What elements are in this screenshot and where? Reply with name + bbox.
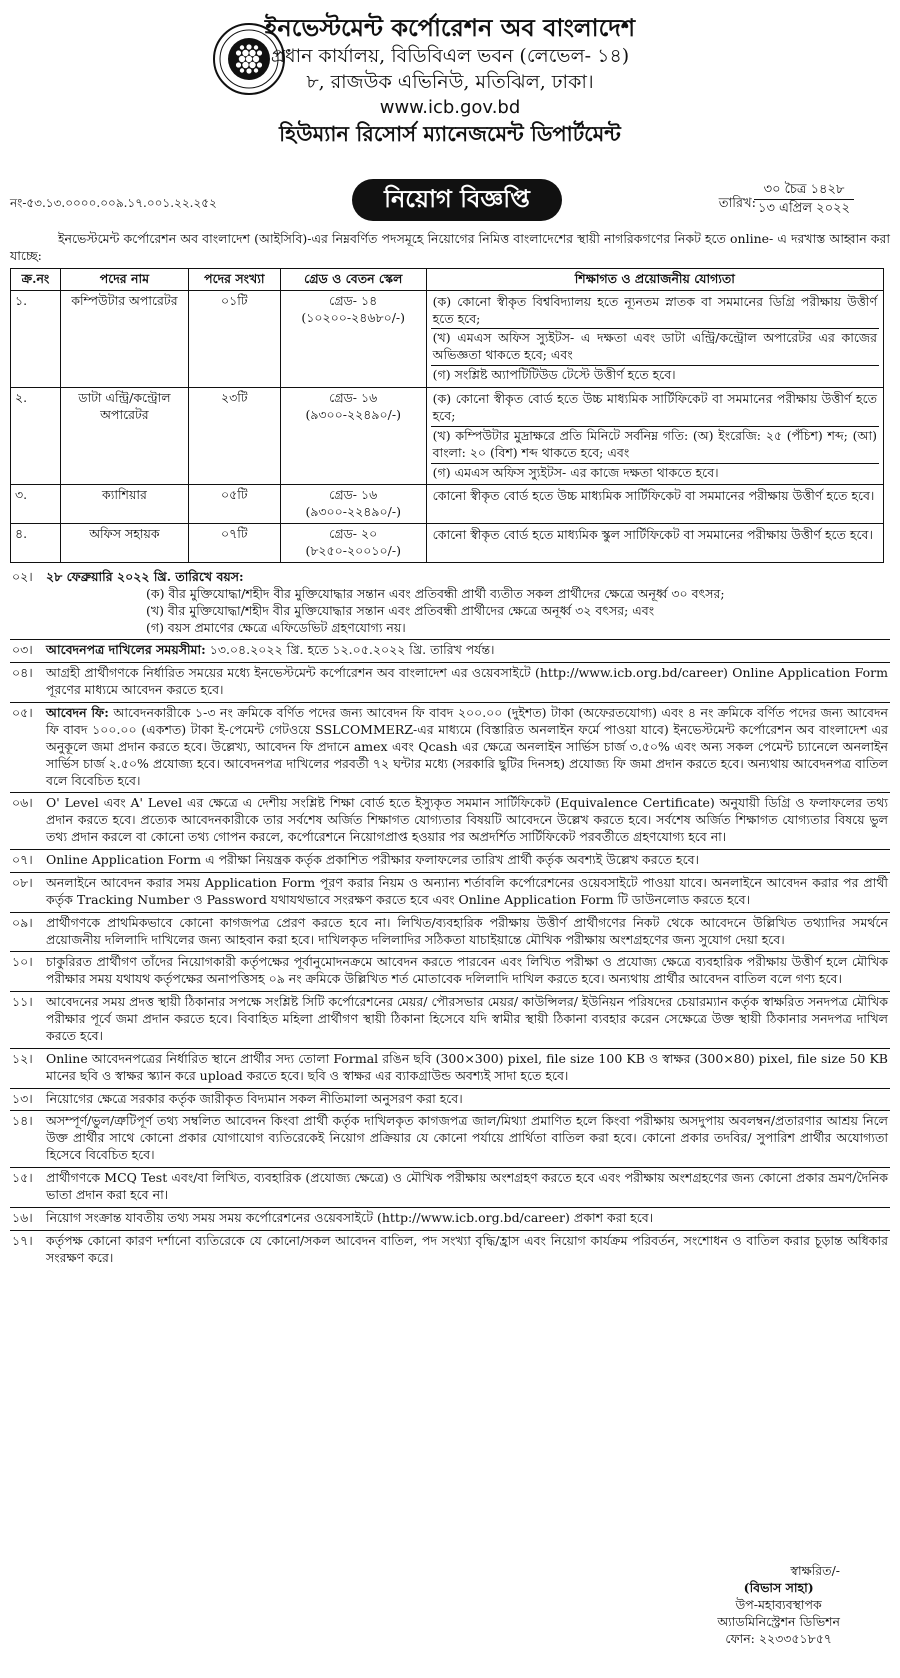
condition-item-04 <box>10 663 890 703</box>
condition-item-16 <box>10 1208 890 1231</box>
cell-count: ২৩টি <box>188 388 280 485</box>
qualification-item: কোনো স্বীকৃত বোর্ড হতে উচ্চ মাধ্যমিক সার্টিফিকেট বা সমমানের পরীক্ষায় উত্তীর্ণ হতে হবে। <box>432 488 875 504</box>
condition-number: ০৭। <box>12 852 33 867</box>
col-header-count: পদের সংখ্যা <box>188 268 280 290</box>
condition-number: ১০। <box>12 954 33 970</box>
col-header-grade: গ্রেড ও বেতন স্কেল <box>280 268 426 290</box>
condition-item-10 <box>10 952 890 992</box>
condition-body: চাকুরিরত প্রার্থীগণ তাঁদের নিয়োগকারী কর্তৃপক্ষের পূর্বানুমোদনক্রমে আবেদন করতে পারবেন এবং লিখিত পরীক্ষা ও প্রযোজ্য ক্ষেত্রে ব্যবহারিক পরীক্ষায় উত্তীর্ণ হলে মৌখিক পরীক্ষার সময় যথাযথ কর্তৃপক্ষের অনাপত্তিসহ ০৯ নং ক্রমিকে উল্লিখিত শর্ত মোতাবেক দলিলাদি দাখিল করতে হবে। অন্যথায় প্রার্থীর আবেদন বাতিল বলে গণ্য হবে। <box>46 954 888 987</box>
qualification-item: (গ) এমএস অফিস স্যুইটস- এর কাজে দক্ষতা থাকতে হবে। <box>432 464 719 480</box>
notice-date <box>754 181 854 217</box>
cell-serial: ৩. <box>11 485 61 524</box>
age-heading: ২৮ ফেব্রুয়ারি ২০২২ খ্রি. তারিখে বয়স: <box>46 568 244 584</box>
condition-number: ১২। <box>12 1050 33 1066</box>
condition-body: অনলাইনে আবেদন করার সময় Application Form পূরণ করার নিয়ম ও অন্যান্য শর্তাবলি কর্পোরেশনের ওয়েবসাইটে পাওয়া যাবে। অনলাইনে আবেদন করার পর প্রার্থী কর্তৃক Tracking Number ও Password যথাযথভাবে সংরক্ষণ করতে হবে এবং Online Application Form টি ডাউনলোড করতে হবে। <box>46 874 888 907</box>
deadline-text: ১৩.০৪.২০২২ খ্রি. হতে ১২.০৫.২০২২ খ্রি. তারিখ পর্যন্ত। <box>209 642 495 658</box>
col-header-qualification: শিক্ষাগত ও প্রয়োজনীয় যোগ্যতা <box>426 268 883 290</box>
qualification-item: (গ) সংশ্লিষ্ট অ্যাপটিটিউড টেস্টে উত্তীর্ণ হতে হবে। <box>432 367 676 383</box>
condition-body: আগ্রহী প্রার্থীগণকে নির্ধারিত সময়ের মধ্যে ইনভেস্টমেন্ট কর্পোরেশন অব বাংলাদেশ এর ওয়েবসাইটে (http://www.icb.org.bd/career) Online Application Form পূরণের মাধ্যমে আবেদন করতে হবে। <box>46 665 888 698</box>
date-bangla: ৩০ চৈত্র ১৪২৮ <box>754 181 854 200</box>
condition-item-17 <box>10 1231 890 1270</box>
fee-text: আবেদনকারীকে ১-৩ নং ক্রমিকে বর্ণিত পদের জন্য আবেদন ফি বাবদ ২০০.০০ (দুইশত) টাকা (অফেরতযোগ্য) এবং ৪ নং ক্রমিকে বর্ণিত পদের জন্য আবেদন ফি বাবদ ১০০.০০ (একশত) টাকা ই-পেমেন্ট গেটওয়ে SSLCOMMERZ-এর মাধ্যমে (বিস্তারিত অনলাইন ফর্মে পাওয়া যাবে) ইনভেস্টমেন্ট কর্পোরেশন অব বাংলাদেশ এর অনুকূলে জমা প্রদান করতে হবে। উল্লেখ্য, আবেদন ফি প্রদানে amex এবং Qcash এর ক্ষেত্রে অনলাইন সার্ভিস চার্জ ৩.৫০% এবং অন্য সকল পেমেন্ট চ্যানেলে অনলাইন সার্ভিস চার্জ ২.৫০% প্রযোজ্য হবে। আবেদনপত্র দাখিলের পরবর্তী ৭২ ঘন্টার মধ্যে (সরকারি ছুটির দিনসহ) প্রযোজ্য ফি জমা প্রদান করতে হবে। অন্যথায় আবেদনপত্র বাতিল বলে বিবেচিত হবে। <box>46 705 888 788</box>
table-row <box>11 388 884 485</box>
reference-row <box>10 175 890 225</box>
fee-heading: আবেদন ফি: <box>46 705 109 720</box>
cell-serial: ১. <box>11 290 61 387</box>
age-rule-a: (ক) বীর মুক্তিযোদ্ধা/শহীদ বীর মুক্তিযোদ্ধার সন্তান এবং প্রতিবন্ধী প্রার্থী ব্যতীত সকল প্রার্থীদের ক্ষেত্রে অনূর্ধ্ব ৩০ বৎসর; <box>146 585 725 601</box>
signed-mark: স্বাক্ষরিত/- <box>790 1563 840 1578</box>
reference-number: নং-৫৩.১৩.০০০০.০০৯.১৭.০০১.২২.২৫২ <box>10 196 217 210</box>
condition-item-14 <box>10 1111 890 1168</box>
condition-body <box>46 705 890 789</box>
grade-label: গ্রেড- ১৬ <box>329 487 378 503</box>
condition-body: O' Level এবং A' Level এর ক্ষেত্রে এ দেশীয় সংশ্লিষ্ট শিক্ষা বোর্ড হতে ইস্যুকৃত সমমান সার্টিফিকেট (Equivalence Certificate) অনুযায়ী ডিগ্রি ও ফলাফলের তথ্য প্রদান করতে হবে। প্রত্যেক আবেদনকারীকে তার সর্বশেষ অর্জিত শিক্ষাগত যোগ্যতার বিষয়টি আবেদনে উল্লেখ করতে হবে। সর্বশেষ অর্জিত শিক্ষাগত যোগ্যতার বিষয়ে ভুল তথ্য প্রদান করলে বা কোনো তথ্য গোপন করলে, কর্পোরেশনে নিয়োগপ্রাপ্ত হওয়ার পর অপ্রদর্শিত সার্টিফিকেট পরবর্তীতে গ্রহণযোগ্য হবে না। <box>46 795 888 845</box>
condition-number: ১৫। <box>12 1170 33 1185</box>
age-rule-b: (খ) বীর মুক্তিযোদ্ধা/শহীদ বীর মুক্তিযোদ্ধার সন্তান এবং প্রতিবন্ধী প্রার্থীদের ক্ষেত্রে অনূর্ধ্ব ৩২ বৎসর; এবং <box>146 602 655 618</box>
cell-grade <box>280 388 426 485</box>
condition-body: প্রার্থীগণকে MCQ Test এবং/বা লিখিত, ব্যবহারিক (প্রযোজ্য ক্ষেত্রে) ও মৌখিক পরীক্ষায় অংশগ্রহণ করতে হবে এবং পরীক্ষায় অংশগ্রহণের জন্য কোনো প্রকার ভ্রমণ/দৈনিক ভাতা প্রদান করা হবে না। <box>46 1170 888 1202</box>
condition-number: ১৪। <box>12 1113 33 1129</box>
condition-number: ০৫। <box>12 705 33 720</box>
table-row <box>11 485 884 524</box>
pay-scale: (৮২৫০-২০০১০/-) <box>305 543 401 558</box>
condition-number: ০৩। <box>12 642 33 658</box>
cell-serial: ২. <box>11 388 61 485</box>
cell-post: কম্পিউটার অপারেটর <box>60 290 188 387</box>
date-gregorian: ১৩ এপ্রিল ২০২২ <box>758 200 850 216</box>
signatory-phone: ফোন: ২২৩৩৫১৮৫৭ <box>725 1630 832 1646</box>
address-line-2: ৮, রাজউক এভিনিউ, মতিঝিল, ঢাকা। <box>306 71 594 94</box>
condition-body: নিয়োগের ক্ষেত্রে সরকার কর্তৃক জারীকৃত বিদ্যমান সকল নীতিমালা অনুসরণ করা হবে। <box>46 1090 463 1106</box>
notice-title: নিয়োগ বিজ্ঞপ্তি <box>352 179 562 221</box>
cell-count: ০৫টি <box>188 485 280 524</box>
pay-scale: (৯৩০০-২২৪৯০/-) <box>305 406 401 422</box>
condition-body: Online আবেদনপত্রের নির্ধারিত স্থানে প্রার্থীর সদ্য তোলা Formal রঙিন ছবি (300×300) pixel, file size 100 KB ও স্বাক্ষর (300×80) pixel, file size 50 KB মানের ছবি ও স্বাক্ষর স্ক্যান করে upload করতে হবে। ছবি ও স্বাক্ষর এর ব্যাকগ্রাউন্ড অবশ্যই সাদা হতে হবে। <box>46 1050 888 1083</box>
col-header-serial: ক্র.নং <box>11 268 61 290</box>
qualification-item: কোনো স্বীকৃত বোর্ড হতে মাধ্যমিক স্কুল সার্টিফিকেট বা সমমানের পরীক্ষায় উত্তীর্ণ হতে হবে। <box>432 527 873 543</box>
table-header-row <box>11 268 884 290</box>
condition-number: ০৪। <box>12 665 33 681</box>
cell-serial: ৪. <box>11 524 61 563</box>
condition-item-09 <box>10 913 890 953</box>
cell-post: ডাটা এন্ট্রি/কন্ট্রোল অপারেটর <box>60 388 188 485</box>
condition-body: প্রার্থীগণকে প্রাথমিকভাবে কোনো কাগজপত্র প্রেরণ করতে হবে না। লিখিত/ব্যবহারিক পরীক্ষায় উত্তীর্ণ প্রার্থীগণের নিকট থেকে আবেদনে উল্লিখিত তথ্যাদির সমর্থনে প্রয়োজনীয় দলিলাদি দাখিলের জন্য আহবান করা হবে। দাখিলকৃত দলিলাদির সঠিকতা যাচাইয়ান্তে মৌখিক পরীক্ষায় অংশগ্রহণের জন্য সুযোগ দেয়া হবে। <box>46 914 888 947</box>
grade-label: গ্রেড- ১৪ <box>329 292 378 308</box>
signatory-name: (বিভাস সাহা) <box>743 1579 814 1595</box>
signature-block <box>717 1563 840 1647</box>
condition-number: ০৯। <box>12 914 33 930</box>
condition-item-11 <box>10 992 890 1049</box>
intro-paragraph: ইনভেস্টমেন্ট কর্পোরেশন অব বাংলাদেশ (আইসিবি)-এর নিম্নবর্ণিত পদসমূহে নিয়োগের নিমিত্ত বাংলাদেশের স্থায়ী নাগরিকগণের নিকট হতে online- এ দরখাস্ত আহ্বান করা যাচ্ছে: <box>10 231 890 263</box>
condition-item-13 <box>10 1089 890 1112</box>
conditions-list <box>10 567 890 1270</box>
condition-body: অসম্পূর্ণ/ভুল/ত্রুটিপূর্ণ তথ্য সম্বলিত আবেদন কিংবা প্রার্থী কর্তৃক দাখিলকৃত কাগজপত্র জাল/মিথ্যা প্রমাণিত হলে কিংবা পরীক্ষায় অসদুপায় অবলম্বন/প্রতারণার আশ্রয় নিলে উক্ত প্রার্থীর সাথে কোনো প্রকার যোগাযোগ ব্যতিরেকেই নিয়োগ প্রক্রিয়ার যে কোনো পর্যায়ে প্রার্থিতা বাতিল করা হবে। কোনো প্রকার তদবির/ সুপারিশ প্রার্থীর অযোগ্যতা হিসেবে বিবেচিত হবে। <box>46 1113 888 1163</box>
condition-body <box>46 569 890 637</box>
qualification-item: (খ) কম্পিউটার মুদ্রাক্ষরে প্রতি মিনিটে সর্বনিম্ন গতি: (অ) ইংরেজি: ২৫ (পঁচিশ) শব্দ; (আ) বাংলা: ২০ (বিশ) শব্দ থাকতে হবে; এবং <box>431 427 879 464</box>
cell-grade <box>280 290 426 387</box>
signatory-division: অ্যাডমিনিস্ট্রেশন ডিভিশন <box>717 1613 840 1629</box>
website-link[interactable]: www.icb.gov.bd <box>379 96 521 118</box>
condition-number: ১১। <box>12 994 33 1010</box>
cell-count: ০৭টি <box>188 524 280 563</box>
organization-name: ইনভেস্টমেন্ট কর্পোরেশন অব বাংলাদেশ <box>264 13 636 42</box>
condition-item-05 <box>10 703 890 793</box>
cell-qualification <box>426 388 883 485</box>
condition-number: ০৬। <box>12 795 33 811</box>
col-header-post: পদের নাম <box>60 268 188 290</box>
condition-item-07 <box>10 850 890 873</box>
signatory-designation: উপ-মহাব্যবস্থাপক <box>735 1596 822 1612</box>
deadline-heading: আবেদনপত্র দাখিলের সময়সীমা: <box>46 642 206 658</box>
qualification-item: (ক) কোনো স্বীকৃত বিশ্ববিদ্যালয় হতে ন্যূনতম স্নাতক বা সমমানের ডিগ্রি পরীক্ষায় উত্তীর্ণ হতে হবে; <box>431 293 879 330</box>
condition-number: ১৭। <box>12 1232 33 1248</box>
pay-scale: (৯৩০০-২২৪৯০/-) <box>305 504 401 520</box>
condition-number: ১৬। <box>12 1209 33 1225</box>
cell-qualification <box>426 485 883 524</box>
vacancy-table <box>10 268 884 563</box>
condition-body: আবেদনের সময় প্রদত্ত স্থায়ী ঠিকানার সপক্ষে সংশ্লিষ্ট সিটি কর্পোরেশনের মেয়র/ পৌরসভার মেয়র/ কাউন্সিলর/ ইউনিয়ন পরিষদের চেয়ারম্যান কর্তৃক স্বাক্ষরিত সনদপত্র মৌখিক পরীক্ষার পূর্বে জমা প্রদান করতে হবে। বিবাহিত মহিলা প্রার্থীগণ স্থায়ী ঠিকানা হিসেবে যদি স্বামীর স্থায়ী ঠিকানা ব্যবহার করেন সেক্ষেত্রে উক্ত স্থায়ী ঠিকানার সনদপত্র দাখিল করতে হবে। <box>46 994 888 1043</box>
cell-post: অফিস সহায়ক <box>60 524 188 563</box>
condition-item-02 <box>10 567 890 641</box>
cell-grade <box>280 485 426 524</box>
condition-body: Online Application Form এ পরীক্ষা নিয়ন্ত্রক কর্তৃক প্রকাশিত পরীক্ষার ফলাফলের তারিখ প্রার্থী কর্তৃক অবশ্যই উল্লেখ করতে হবে। <box>46 852 700 867</box>
table-row <box>11 290 884 387</box>
condition-number: ০২। <box>12 568 33 584</box>
address-line-1: প্রধান কার্যালয়, বিডিবিএল ভবন (লেভেল- ১৪) <box>270 45 630 68</box>
qualification-item: (খ) এমএস অফিস স্যুইটস- এ দক্ষতা এবং ডাটা এন্ট্রি/কন্ট্রোল অপারেটর এর কাজের অভিজ্ঞতা থাকতে হবে; এবং <box>431 329 879 366</box>
grade-label: গ্রেড- ১৬ <box>329 390 378 405</box>
pay-scale: (১০২০০-২৪৬৮০/-) <box>301 309 406 325</box>
condition-item-06 <box>10 793 890 850</box>
cell-count: ০১টি <box>188 290 280 387</box>
letterhead <box>10 10 890 175</box>
condition-item-15 <box>10 1168 890 1208</box>
department-name: হিউম্যান রিসোর্স ম্যানেজমেন্ট ডিপার্টমেন্ট <box>279 120 621 146</box>
condition-body: নিয়োগ সংক্রান্ত যাবতীয় তথ্য সময় সময় কর্পোরেশনের ওয়েবসাইটে (http://www.icb.org.bd/career) প্রকাশ করা হবে। <box>46 1209 654 1225</box>
age-rule-c: (গ) বয়স প্রমাণের ক্ষেত্রে এফিডেভিট গ্রহণযোগ্য নয়। <box>146 619 406 635</box>
grade-label: গ্রেড- ২০ <box>329 526 378 542</box>
condition-body <box>46 642 890 659</box>
cell-post: ক্যাশিয়ার <box>60 485 188 524</box>
table-row <box>11 524 884 563</box>
condition-item-03 <box>10 640 890 663</box>
condition-number: ১৩। <box>12 1090 33 1106</box>
condition-number: ০৮। <box>12 874 33 890</box>
condition-body: কর্তৃপক্ষ কোনো কারণ দর্শানো ব্যতিরেকে যে কোনো/সকল আবেদন বাতিল, পদ সংখ্যা বৃদ্ধি/হ্রাস এবং নিয়োগ কার্যক্রম পরিবর্তন, সংশোধন ও বাতিল করার চূড়ান্ত অধিকার সংরক্ষণ করে। <box>46 1232 888 1265</box>
condition-item-08 <box>10 873 890 913</box>
cell-qualification <box>426 290 883 387</box>
qualification-item: (ক) কোনো স্বীকৃত বোর্ড হতে উচ্চ মাধ্যমিক সার্টিফিকেট বা সমমানের পরীক্ষায় উত্তীর্ণ হতে হবে; <box>431 390 879 427</box>
condition-item-12 <box>10 1049 890 1089</box>
icb-seal-icon <box>212 22 286 96</box>
cell-qualification <box>426 524 883 563</box>
cell-grade <box>280 524 426 563</box>
date-label: তারিখ: <box>718 196 756 211</box>
